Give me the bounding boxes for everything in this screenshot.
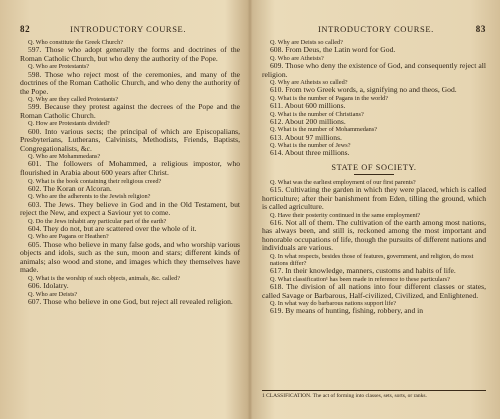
answer-paragraph: 609. Those who deny the existence of God, and consequently reject all religion.: [262, 60, 486, 79]
answer-paragraph: 598. Those who reject most of the ceremonies, and many of the doctrines of the Roman Catholic Church, and who deny the authority of the Pope.: [20, 69, 240, 96]
right-running-head: INTRODUCTORY COURSE.: [317, 24, 434, 34]
left-page: [0, 0, 248, 419]
section-title: STATE OF SOCIETY.: [331, 162, 417, 172]
right-page-body-bottom: [262, 179, 486, 316]
question-line: Q. Who are the adherents to the Jewish religion?: [28, 193, 151, 201]
question-line: Q. How are Protestants divided?: [28, 120, 110, 128]
question-line: Q. Why are Deists so called?: [270, 39, 343, 46]
left-page-header: [20, 24, 240, 34]
question-line: Q. Who constitute the Greek Church?: [28, 39, 124, 46]
question-line: Q. Who are Pagans or Heathen?: [28, 233, 109, 241]
question-line: Q. In what respects, besides those of features, government, and religion, do most nations differ?: [270, 253, 474, 268]
answer-paragraph: 599. Because they protest against the decrees of the Pope and the Roman Catholic Church.: [20, 102, 240, 120]
answer-paragraph: 602. The Koran or Alcoran.: [28, 183, 112, 193]
answer-paragraph: 618. The division of all nations into four different classes or states, called Savage or Barbarous, Half-civilized, Civilized, and Enlightened.: [262, 282, 486, 300]
right-page-header: [262, 24, 486, 34]
section-rule: [354, 174, 394, 175]
question-line: Q. Do the Jews inhabit any particular part of the earth?: [28, 217, 167, 225]
answer-paragraph: 604. They do not, but are scattered over the whole of it.: [28, 223, 197, 233]
question-line: Q. What is the book containing their religious creed?: [28, 177, 162, 185]
answer-paragraph: 601. The followers of Mohammed, a religious impostor, who flourished in Arabia about 600 years after Christ.: [20, 159, 240, 178]
right-page-body-top: [262, 39, 486, 158]
question-line: Q. Who are Protestants?: [28, 63, 90, 71]
left-running-head: INTRODUCTORY COURSE.: [70, 24, 187, 34]
answer-paragraph: 613. About 97 millions.: [270, 132, 342, 142]
left-page-number: 82: [20, 24, 31, 34]
answer-paragraph: 612. About 200 millions.: [270, 116, 346, 126]
answer-paragraph: 608. From Deus, the Latin word for God.: [270, 45, 396, 55]
right-page: [252, 0, 500, 419]
answer-paragraph: 597. Those who adopt generally the forms and doctrines of the Roman Catholic Church, but who deny the authority of the Pope.: [20, 45, 240, 63]
question-line: Q. What was the earliest employment of our first parents?: [270, 178, 416, 186]
right-page-number: 83: [475, 24, 486, 34]
question-line: Q. What classification¹ has been made in reference to these particulars?: [270, 275, 450, 283]
footnote: 1 CLASSIFICATION. The act of forming into classes, sets, sorts, or ranks.: [262, 390, 486, 400]
question-line: Q. Have their posterity continued in the same employment?: [270, 211, 421, 219]
answer-paragraph: 614. About three millions.: [270, 148, 350, 158]
answer-paragraph: 611. About 600 millions.: [270, 101, 346, 110]
answer-paragraph: 615. Cultivating the garden in which they were placed, which is called horticulture; after their banishment from Eden, tilling the ground, which is called agriculture.: [262, 185, 486, 212]
question-line: Q. In what way do barbarous nations support life?: [270, 300, 397, 308]
question-line: Q. Who are Deists?: [28, 290, 78, 298]
question-line: Q. What is the number of Mohammedans?: [270, 126, 378, 134]
question-line: Q. Who are Atheists?: [270, 54, 324, 62]
answer-paragraph: 616. Not all of them. The cultivation of the earth among most nations, has always been, and still is, reckoned among the most important and honorable occupations of life, though the pursuits of different nations and individuals are various.: [262, 217, 486, 253]
question-line: Q. What is the worship of such objects, animals, &c. called?: [28, 274, 181, 282]
question-line: Q. Why are Atheists so called?: [270, 79, 348, 87]
question-line: Q. What is the number of Pagans in the world?: [270, 94, 389, 102]
left-page-body: [20, 39, 240, 306]
answer-paragraph: 610. From two Greek words, a, signifying no and theos, God.: [270, 85, 457, 95]
answer-paragraph: 619. By means of hunting, fishing, robbery, and in: [270, 306, 424, 316]
question-line: Q. What is the number of Christians?: [270, 110, 364, 118]
answer-paragraph: 600. Into various sects; the principal of which are Episcopalians, Presbyterians, Lutherans, Calvinists, Methodists, Friends, Baptists, Congregationalists, &c.: [20, 126, 240, 153]
answer-paragraph: 607. Those who believe in one God, but reject all revealed religion.: [28, 296, 233, 306]
answer-paragraph: 603. The Jews. They believe in God and in the Old Testament, but reject the New, and expect a Saviour yet to come.: [20, 199, 240, 218]
question-line: Q. Why are they called Protestants?: [28, 96, 119, 104]
question-line: Q. Who are Mohammedans?: [28, 153, 101, 161]
answer-paragraph: 605. Those who believe in many false gods, and who worship various objects and idols, such as the sun, moon and stars; different kinds of animals; also wood and stone, and images which they themselves have made.: [20, 239, 240, 275]
question-line: Q. What is the number of Jews?: [270, 142, 351, 150]
answer-paragraph: 606. Idolatry.: [28, 280, 69, 290]
answer-paragraph: 617. In their knowledge, manners, customs and habits of life.: [270, 266, 456, 276]
